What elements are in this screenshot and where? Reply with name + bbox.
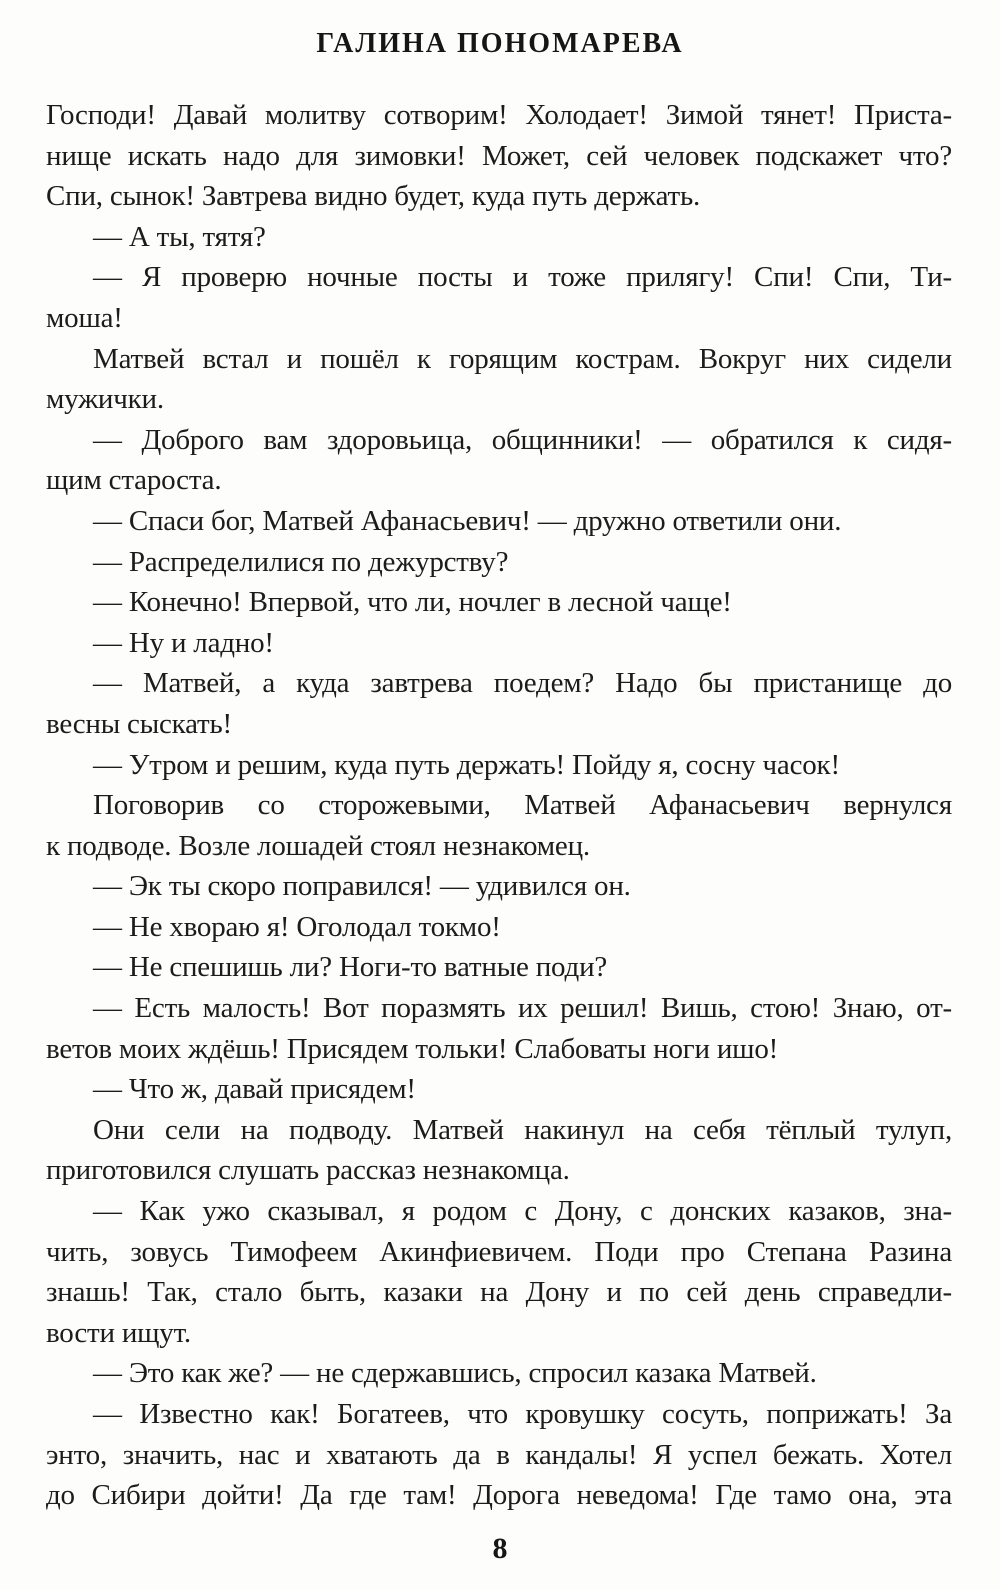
text-line: — Известно как! Богатеев, что кровушку сосуть, поприжать! За — [93, 1398, 952, 1430]
text-line: — Есть малость! Вот поразмять их решил! Вишь, стою! Знаю, от- — [93, 992, 952, 1025]
text-line: — Я проверю ночные посты и тоже прилягу! Спи! Спи, Ти- — [93, 261, 952, 294]
text-line: весны сыскать! — [46, 707, 232, 740]
text-line: щим староста. — [46, 464, 222, 497]
text-line: — Утром и решим, куда путь держать! Пойду я, сосну часок! — [93, 748, 840, 781]
text-line: — Это как же? — не сдержавшись, спросил казака Матвей. — [93, 1357, 817, 1390]
text-line: ветов моих ждёшь! Присядем тольки! Слабоваты ноги ишо! — [46, 1032, 779, 1065]
text-line: — Матвей, а куда завтрева поедем? Надо бы пристанище до — [93, 667, 952, 700]
page-number: 8 — [492, 1532, 508, 1565]
text-line: до Сибири дойти! Да где там! Дорога неведома! Где тамо она, эта — [46, 1479, 952, 1512]
text-line: Они сели на подводу. Матвей накинул на себя тёплый тулуп, — [93, 1113, 952, 1146]
text-line: — Доброго вам здоровьица, общинники! — обратился к сидя- — [93, 423, 952, 456]
text-line: — Что ж, давай присядем! — [93, 1073, 416, 1106]
text-line: — Конечно! Впервой, что ли, ночлег в лесной чаще! — [93, 586, 732, 619]
text-line: моша! — [46, 301, 123, 334]
text-line: чить, зовусь Тимофеем Акинфиевичем. Поди про Степана Разина — [46, 1235, 952, 1268]
text-line: Спи, сынок! Завтрева видно будет, куда путь держать. — [46, 180, 701, 213]
text-line: приготовился слушать рассказ незнакомца. — [46, 1154, 570, 1187]
text-line: вости ищут. — [46, 1316, 191, 1349]
text-line: к подводе. Возле лошадей стоял незнакомец. — [46, 829, 590, 862]
text-line: Господи! Давай молитву сотворим! Холодает! Зимой тянет! Приста- — [46, 99, 952, 131]
text-line: Матвей встал и пошёл к горящим кострам. Вокруг них сидели — [93, 342, 952, 375]
text-line: — Распределилися по дежурству? — [93, 545, 509, 578]
text-line: Поговорив со сторожевыми, Матвей Афанасьевич вернулся — [93, 789, 952, 822]
text-line: — А ты, тятя? — [93, 220, 266, 253]
text-line: — Ну и ладно! — [93, 626, 274, 659]
text-line: — Как ужо сказывал, я родом с Дону, с донских казаков, зна- — [93, 1195, 952, 1228]
text-line: энто, значить, нас и хватають да в кандалы! Я успел бежать. Хотел — [46, 1438, 952, 1471]
text-line: — Спаси бог, Матвей Афанасьевич! — дружно ответили они. — [93, 504, 842, 537]
text-block — [46, 95, 952, 1516]
text-line: — Эк ты скоро поправился! — удивился он. — [93, 870, 631, 903]
text-line: нище искать надо для зимовки! Может, сей человек подскажет что? — [46, 139, 952, 172]
text-line: — Не хвораю я! Оголодал токмо! — [93, 910, 501, 943]
text-line: знашь! Так, стало быть, казаки на Дону и по сей день справедли- — [46, 1276, 952, 1309]
text-line: — Не спешишь ли? Ноги-то ватные поди? — [93, 951, 608, 984]
text-line: мужички. — [46, 383, 164, 416]
running-header-author: ГАЛИНА ПОНОМАРЕВА — [316, 28, 684, 59]
